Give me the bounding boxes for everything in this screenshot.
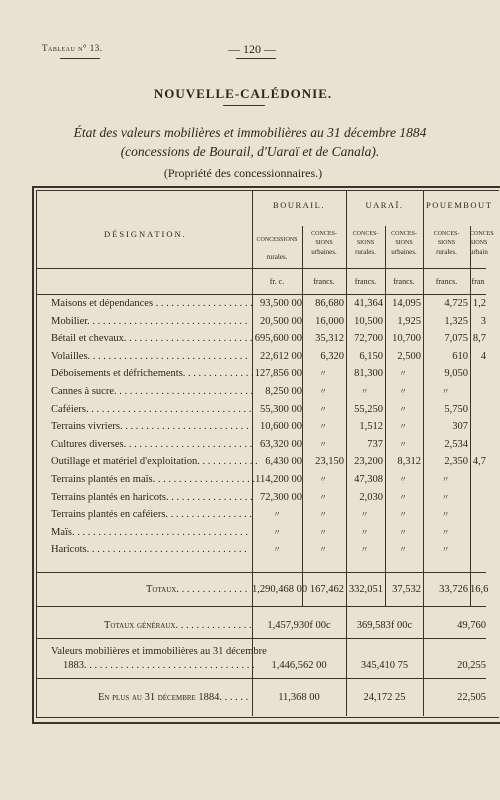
row-value: 〃 (360, 387, 369, 396)
row-value: 2,030 (359, 492, 383, 503)
row-value: 〃 (399, 422, 407, 431)
row-value: 23,150 (315, 456, 344, 467)
row-value: 10,500 (354, 316, 383, 327)
subhead-pouembout-rurales: CONCES- SIONS rurales. (433, 231, 460, 256)
row-value: 〃 (273, 545, 281, 554)
row-value: 〃 (399, 493, 407, 502)
row-label: Volailles. . . . . . . . . . . . . . . . . . . . . . . . . . . . . . . (51, 351, 248, 362)
unit-label: fr. c. (269, 277, 285, 286)
row-value: 〃 (441, 387, 450, 396)
totaux-generaux-label: Totaux généraux. . . . . . . . . . . . . . . (104, 620, 252, 631)
totaux-value: 1,290,468 00 (252, 584, 308, 595)
row-value: 695,600 00 (254, 333, 302, 344)
row-label: Maisons et dépendances . . . . . . . . . . . . . . . . . . . (51, 298, 253, 309)
header-rule (36, 294, 486, 295)
valeurs-1883-bourail: 1,446,562 00 (271, 660, 327, 671)
row-value: 〃 (360, 510, 369, 519)
header-ornament-left (60, 58, 100, 59)
row-value: 4,7 (472, 456, 486, 467)
row-value: 〃 (399, 510, 407, 519)
totaux-value: 332,051 (348, 584, 383, 595)
row-value: 〃 (399, 440, 407, 449)
row-value: 〃 (360, 545, 369, 554)
row-value: 〃 (399, 405, 407, 414)
page-title: NOUVELLE-CALÉDONIE. (153, 86, 333, 101)
totaux-generaux-uarai: 369,583f 00c (356, 620, 413, 631)
row-value: 〃 (441, 545, 450, 554)
row-value: 〃 (319, 528, 327, 537)
row-value: 2,500 (397, 351, 421, 362)
section-rule (36, 678, 486, 679)
row-value: 1,2 (472, 298, 486, 309)
en-plus-bourail: 11,368 00 (278, 692, 320, 703)
section-rule (36, 638, 486, 639)
row-value: 81,300 (354, 368, 383, 379)
totals-rule (36, 572, 486, 573)
row-value: 〃 (319, 387, 327, 396)
totaux-generaux-bourail: 1,457,930f 00c (267, 620, 331, 631)
en-plus-label: En plus au 31 décembre 1884. . . . . . (98, 692, 249, 703)
row-value: 4 (480, 351, 486, 362)
row-value: 307 (452, 421, 468, 432)
row-value: 〃 (273, 510, 281, 519)
row-label: Bétail et chevaux. . . . . . . . . . . . . . . . . . . . . . . . . (51, 333, 253, 344)
row-label: Cultures diverses. . . . . . . . . . . . . . . . . . . . . . . . . (51, 439, 253, 450)
row-value: 72,700 (354, 333, 383, 344)
row-label: Caféiers. . . . . . . . . . . . . . . . . . . . . . . . . . . . . . . . (51, 404, 252, 415)
row-value: 1,325 (444, 316, 468, 327)
row-value: 〃 (360, 528, 369, 537)
row-label: Terrains plantés en caféiers. . . . . . . . . . . . . . . . . (51, 509, 253, 520)
row-value: 7,075 (444, 333, 468, 344)
row-value: 10,600 00 (260, 421, 302, 432)
row-value: 〃 (319, 422, 327, 431)
row-value: 〃 (441, 475, 450, 484)
row-value: 1,512 (359, 421, 383, 432)
row-value: 〃 (441, 493, 450, 502)
row-value: 16,000 (315, 316, 344, 327)
page-subtitle: État des valeurs mobilières et immobilières au 31 décembre 1884 (concessions de Bourail, d'Uaraï et de Canala). (73, 125, 427, 159)
header-rule (36, 268, 486, 269)
row-value: 8,250 00 (265, 386, 302, 397)
row-label: Terrains vivriers. . . . . . . . . . . . . . . . . . . . . . . . . . (51, 421, 254, 432)
row-label: Outillage et matériel d'exploitation. . . . . . . . . . . . (51, 456, 258, 467)
row-value: 9,050 (444, 368, 468, 379)
row-label: Terrains plantés en haricots. . . . . . . . . . . . . . . . . (51, 492, 253, 503)
unit-label: francs. (354, 277, 377, 286)
row-value: 〃 (319, 369, 327, 378)
row-value: 〃 (319, 510, 327, 519)
title-rule (223, 105, 265, 106)
row-value: 〃 (319, 545, 327, 554)
group-bourail: BOURAIL. (273, 200, 325, 210)
row-value: 127,856 00 (254, 368, 302, 379)
row-value: 〃 (319, 440, 327, 449)
valeurs-1883-pouembout: 20,255 (457, 660, 486, 671)
row-value: 6,320 (320, 351, 344, 362)
row-value: 610 (452, 351, 468, 362)
row-value: 41,364 (354, 298, 383, 309)
row-value: 〃 (399, 475, 407, 484)
row-value: 55,250 (354, 404, 383, 415)
row-value: 23,200 (354, 456, 383, 467)
row-value: 〃 (399, 387, 407, 396)
row-value: 93,500 00 (260, 298, 302, 309)
table-number: Tableau n° 13. (42, 43, 103, 53)
row-value: 〃 (399, 369, 407, 378)
row-label: Mobilier. . . . . . . . . . . . . . . . . . . . . . . . . . . . . . . (51, 316, 248, 327)
subhead-bourail-rurales: CONCESSIONS rurales. (256, 237, 298, 261)
row-value: 86,680 (315, 298, 344, 309)
row-value: 55,300 00 (260, 404, 302, 415)
row-label: Cannes à sucre. . . . . . . . . . . . . . . . . . . . . . . . . . . (51, 386, 254, 397)
row-value: 114,200 00 (255, 474, 302, 485)
valeurs-1883-label-2: 1883. . . . . . . . . . . . . . . . . . . . . . . . . . . . . . . . . (63, 660, 255, 671)
row-value: 35,312 (315, 333, 344, 344)
group-pouembout: POUEMBOUT (426, 200, 493, 210)
row-value: 6,150 (359, 351, 383, 362)
row-value: 2,534 (444, 439, 468, 450)
row-value: 5,750 (444, 404, 468, 415)
row-value: 〃 (319, 493, 327, 502)
row-value: 〃 (319, 475, 327, 484)
row-value: 2,350 (444, 456, 468, 467)
en-plus-uarai: 24,172 25 (363, 692, 406, 703)
valeurs-1883-uarai: 345,410 75 (360, 660, 409, 671)
valeurs-1883-label-1: Valeurs mobilières et immobilières au 31 décembre (51, 646, 267, 657)
row-value: 47,308 (354, 474, 383, 485)
totaux-value: 37,532 (392, 584, 421, 595)
row-value: 8,7 (472, 333, 486, 344)
row-value: 6,430 00 (265, 456, 302, 467)
subhead-uarai-urbaines: CONCES- SIONS urbaines. (391, 231, 417, 256)
en-plus-pouembout: 22,505 (457, 692, 486, 703)
row-value: 3 (480, 316, 486, 327)
row-value: 4,725 (444, 298, 468, 309)
subhead-uarai-rurales: CONCES- SIONS rurales. (352, 231, 379, 256)
row-value: 737 (367, 439, 383, 450)
row-label: Haricots. . . . . . . . . . . . . . . . . . . . . . . . . . . . . . . (51, 544, 247, 555)
row-label: Terrains plantés en maïs. . . . . . . . . . . . . . . . . . . . (51, 474, 255, 485)
row-value: 〃 (319, 405, 327, 414)
subhead-bourail-urbaines: CONCES- SIONS urbaines. (311, 231, 337, 256)
row-value: 1,925 (397, 316, 421, 327)
row-value: 〃 (273, 528, 281, 537)
header-ornament-right (236, 58, 276, 59)
subhead-pouembout-urbaines: CONCES SIONS urbain (470, 231, 494, 256)
totals-rule (36, 606, 486, 607)
row-value: 63,320 00 (260, 439, 302, 450)
row-value: 〃 (399, 528, 407, 537)
totaux-value: 167,462 (309, 584, 344, 595)
page-number: — 120 — (228, 42, 276, 56)
totaux-generaux-pouembout: 49,760 (457, 620, 486, 631)
totaux-value: 33,726 (439, 584, 468, 595)
row-value: 22,612 00 (260, 351, 302, 362)
group-uarai: UARAÏ. (365, 200, 404, 210)
row-value: 72,300 00 (260, 492, 302, 503)
unit-label: francs. (393, 277, 415, 286)
row-value: 〃 (441, 510, 450, 519)
totaux-label: Totaux. . . . . . . . . . . . . . (146, 584, 248, 595)
unit-label: fran (471, 277, 485, 286)
unit-label: francs. (435, 277, 458, 286)
page-subtitle-2: (Propriété des concessionnaires.) (163, 166, 323, 180)
row-label: Déboisements et défrichements. . . . . . . . . . . . . . . (51, 368, 259, 379)
row-value: 14,095 (392, 298, 421, 309)
row-label: Maïs. . . . . . . . . . . . . . . . . . . . . . . . . . . . . . . . . . (51, 527, 248, 538)
row-value: 〃 (399, 545, 407, 554)
row-value: 8,312 (397, 456, 421, 467)
designation-header: DÉSIGNATION. (104, 229, 187, 239)
row-value: 〃 (441, 528, 450, 537)
row-value: 20,500 00 (260, 316, 302, 327)
totaux-value: 16,6 (470, 584, 489, 595)
unit-label: francs. (313, 277, 335, 286)
row-value: 10,700 (392, 333, 421, 344)
